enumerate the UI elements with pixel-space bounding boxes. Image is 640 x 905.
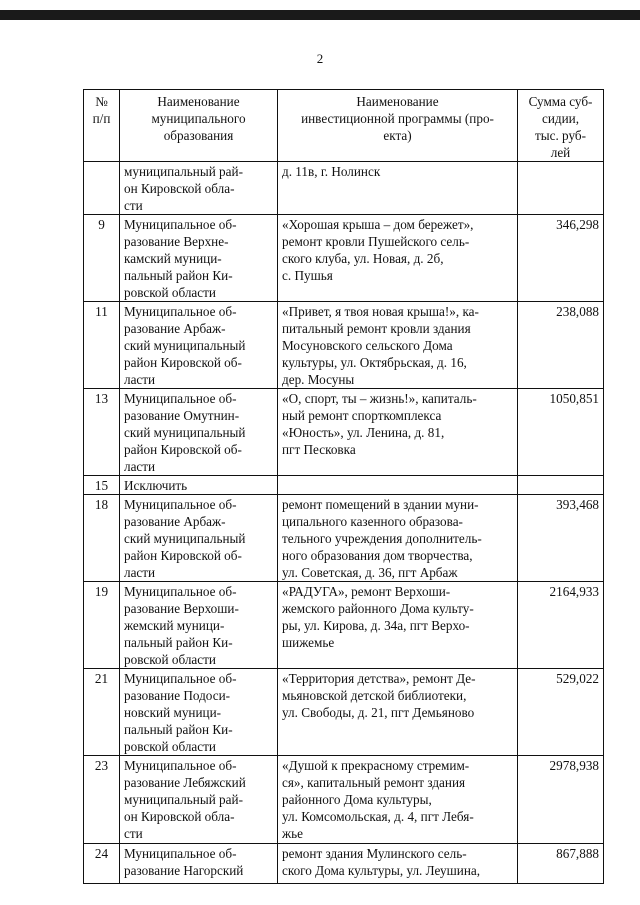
municipality-cell: Исключить xyxy=(120,476,278,495)
program-cell xyxy=(278,476,518,495)
municipality-cell: Муниципальное об- разование Арбаж- ский муниципальный район Кировской об- ласти xyxy=(120,495,278,582)
program-cell: «Территория детства», ремонт Де- мьяновской детской библиотеки, ул. Свободы, д. 21, пгт Демьяново xyxy=(278,669,518,756)
municipality-cell: Муниципальное об- разование Арбаж- ский муниципальный район Кировской об- ласти xyxy=(120,302,278,389)
subsidy-sum-cell: 1050,851 xyxy=(518,389,604,476)
row-number-cell: 19 xyxy=(84,582,120,669)
subsidy-sum-cell: 2978,938 xyxy=(518,756,604,844)
subsidy-sum-cell xyxy=(518,476,604,495)
row-number-cell: 9 xyxy=(84,215,120,302)
row-number-cell: 15 xyxy=(84,476,120,495)
table-row xyxy=(84,215,604,302)
row-number-cell: 18 xyxy=(84,495,120,582)
subsidy-sum-cell: 867,888 xyxy=(518,844,604,884)
municipality-cell: Муниципальное об- разование Омутнин- ский муниципальный район Кировской об- ласти xyxy=(120,389,278,476)
subsidy-table xyxy=(83,89,604,884)
program-cell: «РАДУГА», ремонт Верхоши- жемского районного Дома культу- ры, ул. Кирова, д. 34а, пгт Верхо- шижемье xyxy=(278,582,518,669)
program-cell: ремонт здания Мулинского сель- ского Дома культуры, ул. Леушина, xyxy=(278,844,518,884)
municipality-cell: Муниципальное об- разование Нагорский xyxy=(120,844,278,884)
subsidy-sum-cell: 238,088 xyxy=(518,302,604,389)
table-row xyxy=(84,756,604,844)
row-number-cell xyxy=(84,162,120,215)
subsidy-sum-cell: 346,298 xyxy=(518,215,604,302)
subsidy-sum-cell xyxy=(518,162,604,215)
row-number-cell: 21 xyxy=(84,669,120,756)
header-program: Наименование инвестиционной программы (про- екта) xyxy=(278,90,518,162)
subsidy-sum-cell: 2164,933 xyxy=(518,582,604,669)
row-number-cell: 23 xyxy=(84,756,120,844)
table-row xyxy=(84,162,604,215)
municipality-cell: Муниципальное об- разование Подоси- новский муници- пальный район Ки- ровской области xyxy=(120,669,278,756)
page-top-border xyxy=(0,10,640,20)
table-row xyxy=(84,302,604,389)
program-cell: «О, спорт, ты – жизнь!», капиталь- ный ремонт спорткомплекса «Юность», ул. Ленина, д. 81, пгт Песковка xyxy=(278,389,518,476)
table-row xyxy=(84,669,604,756)
subsidy-sum-cell: 393,468 xyxy=(518,495,604,582)
program-cell: д. 11в, г. Нолинск xyxy=(278,162,518,215)
table-row xyxy=(84,844,604,884)
row-number-cell: 24 xyxy=(84,844,120,884)
page-number: 2 xyxy=(316,51,324,66)
row-number-cell: 11 xyxy=(84,302,120,389)
subsidy-sum-cell: 529,022 xyxy=(518,669,604,756)
municipality-cell: Муниципальное об- разование Верхне- камский муници- пальный район Ки- ровской области xyxy=(120,215,278,302)
municipality-cell: Муниципальное об- разование Лебяжский муниципальный рай- он Кировской обла- сти xyxy=(120,756,278,844)
header-number: № п/п xyxy=(84,90,120,162)
row-number-cell: 13 xyxy=(84,389,120,476)
table-body xyxy=(84,162,604,884)
header-municipality: Наименование муниципального образования xyxy=(120,90,278,162)
program-cell: «Хорошая крыша – дом бережет», ремонт кровли Пушейского сель- ского клуба, ул. Новая, д. 2б, с. Пушья xyxy=(278,215,518,302)
table-row xyxy=(84,389,604,476)
municipality-cell: муниципальный рай- он Кировской обла- сти xyxy=(120,162,278,215)
table-header-row xyxy=(84,90,604,162)
table-row xyxy=(84,582,604,669)
table-row xyxy=(84,476,604,495)
program-cell: «Привет, я твоя новая крыша!», ка- питальный ремонт кровли здания Мосуновского сельского Дома культуры, ул. Октябрьская, д. 16, дер. Мосуны xyxy=(278,302,518,389)
program-cell: «Душой к прекрасному стремим- ся», капитальный ремонт здания районного Дома культуры, ул. Комсомольская, д. 4, пгт Лебя- жье xyxy=(278,756,518,844)
header-sum: Сумма суб- сидии, тыс. руб- лей xyxy=(518,90,604,162)
table-row xyxy=(84,495,604,582)
municipality-cell: Муниципальное об- разование Верхоши- жемский муници- пальный район Ки- ровской области xyxy=(120,582,278,669)
program-cell: ремонт помещений в здании муни- ципального казенного образова- тельного учреждения дополнитель- ного образования дом творчества, ул. Советская, д. 36, пгт Арбаж xyxy=(278,495,518,582)
